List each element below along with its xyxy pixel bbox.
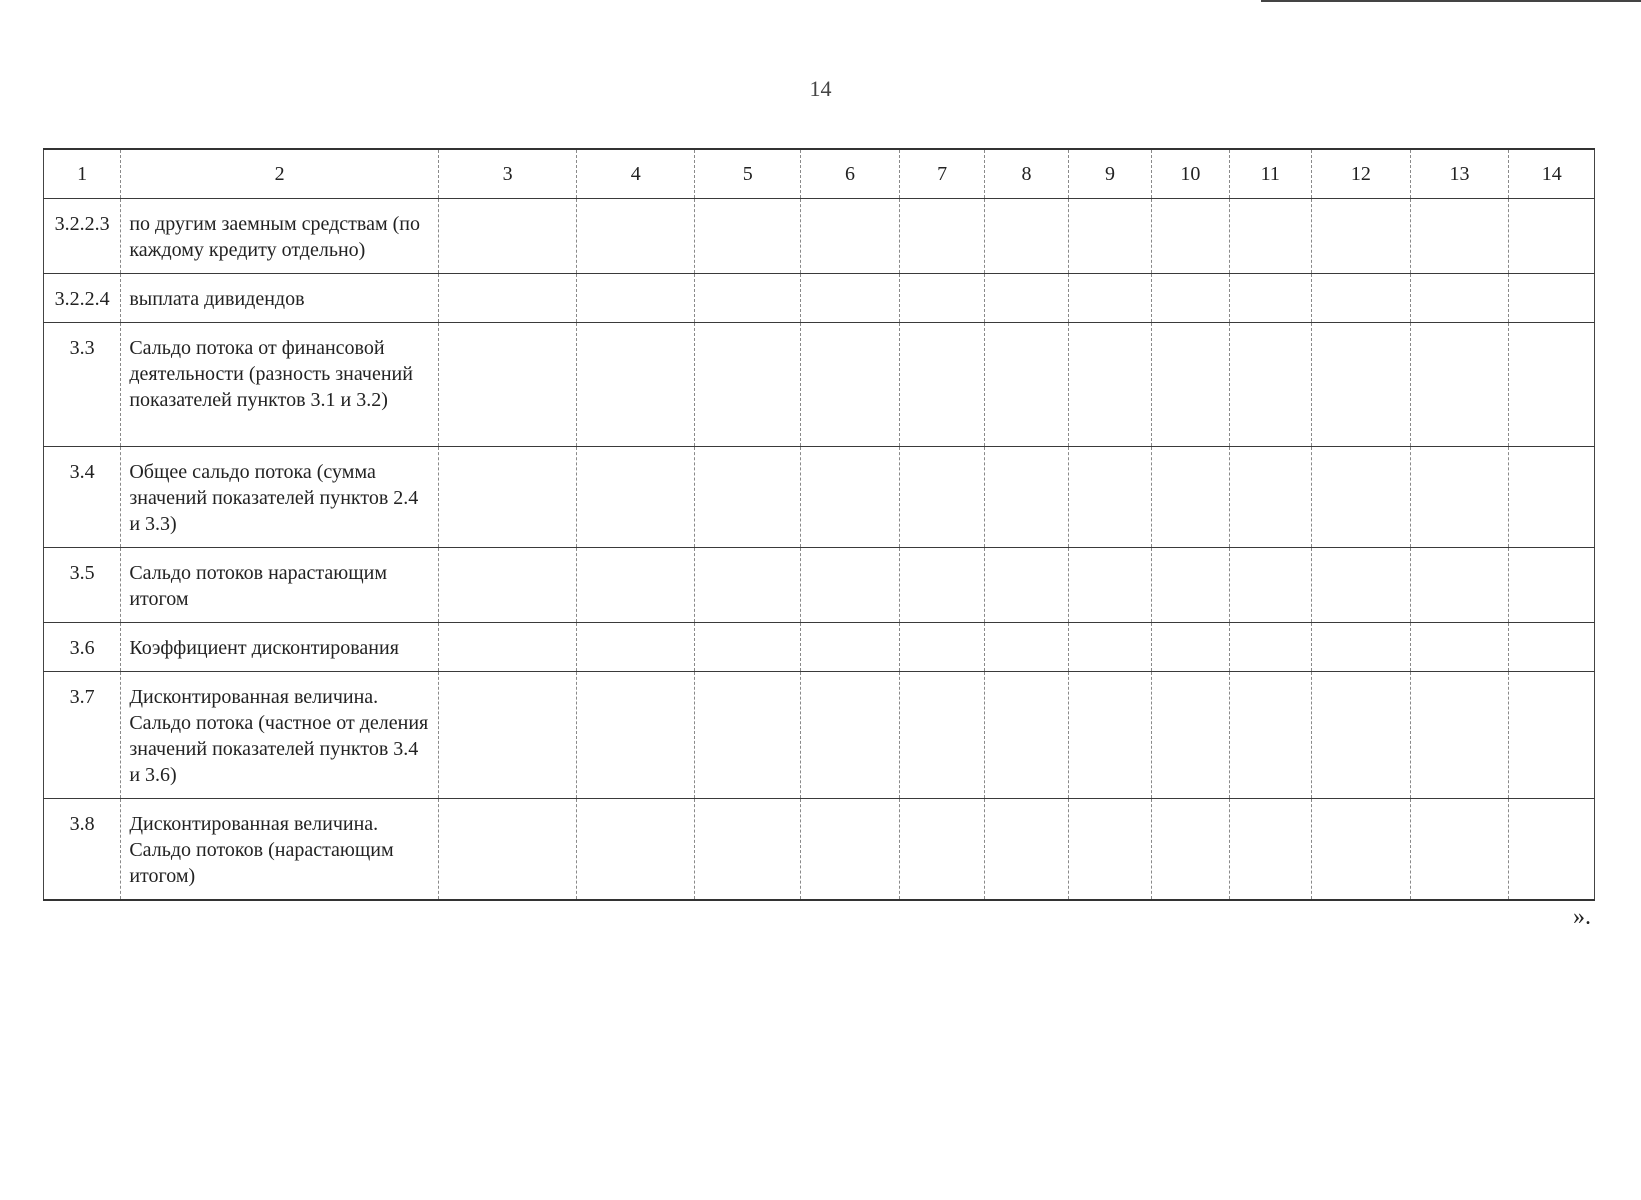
- value-cell: [577, 672, 695, 799]
- value-cell: [985, 548, 1068, 623]
- header-row: [44, 149, 1595, 199]
- value-cell: [985, 199, 1068, 274]
- value-cell: [577, 447, 695, 548]
- value-cell: [1509, 623, 1595, 672]
- row-number: 3.4: [44, 447, 121, 548]
- page-number: 14: [809, 76, 832, 101]
- closing-quote-mark: ».: [1573, 904, 1591, 930]
- value-cell: [1311, 623, 1410, 672]
- value-cell: [695, 548, 801, 623]
- column-header: 14: [1509, 149, 1595, 199]
- column-header: 9: [1068, 149, 1151, 199]
- value-cell: [1068, 548, 1151, 623]
- value-cell: [801, 447, 900, 548]
- column-header: 11: [1229, 149, 1311, 199]
- value-cell: [1311, 672, 1410, 799]
- column-header: 6: [801, 149, 900, 199]
- row-label: Сальдо потоков нарастающим итогом: [121, 548, 439, 623]
- row-label: Коэффициент дисконтирования: [121, 623, 439, 672]
- value-cell: [899, 548, 984, 623]
- value-cell: [695, 447, 801, 548]
- value-cell: [695, 623, 801, 672]
- value-cell: [1509, 548, 1595, 623]
- value-cell: [695, 799, 801, 901]
- value-cell: [801, 672, 900, 799]
- value-cell: [985, 799, 1068, 901]
- value-cell: [1229, 323, 1311, 447]
- value-cell: [577, 623, 695, 672]
- table-row: [44, 672, 1595, 799]
- value-cell: [1410, 447, 1509, 548]
- value-cell: [1311, 799, 1410, 901]
- value-cell: [695, 323, 801, 447]
- value-cell: [801, 199, 900, 274]
- value-cell: [1152, 274, 1229, 323]
- table-row: [44, 548, 1595, 623]
- row-number: 3.3: [44, 323, 121, 447]
- value-cell: [1152, 199, 1229, 274]
- value-cell: [1509, 199, 1595, 274]
- column-header: 13: [1410, 149, 1509, 199]
- value-cell: [801, 548, 900, 623]
- table-row: [44, 623, 1595, 672]
- table-row: [44, 274, 1595, 323]
- value-cell: [985, 274, 1068, 323]
- value-cell: [899, 672, 984, 799]
- value-cell: [438, 548, 576, 623]
- value-cell: [1410, 548, 1509, 623]
- value-cell: [1509, 274, 1595, 323]
- column-header: 1: [44, 149, 121, 199]
- value-cell: [899, 447, 984, 548]
- value-cell: [438, 672, 576, 799]
- value-cell: [1152, 447, 1229, 548]
- value-cell: [1509, 447, 1595, 548]
- value-cell: [1068, 274, 1151, 323]
- row-number: 3.8: [44, 799, 121, 901]
- value-cell: [438, 323, 576, 447]
- value-cell: [1311, 199, 1410, 274]
- value-cell: [801, 623, 900, 672]
- value-cell: [1410, 274, 1509, 323]
- value-cell: [1068, 799, 1151, 901]
- value-cell: [985, 623, 1068, 672]
- value-cell: [577, 274, 695, 323]
- value-cell: [695, 274, 801, 323]
- value-cell: [899, 274, 984, 323]
- value-cell: [438, 623, 576, 672]
- column-header: 3: [438, 149, 576, 199]
- value-cell: [1311, 447, 1410, 548]
- cash-flow-table: [43, 148, 1595, 901]
- column-header: 4: [577, 149, 695, 199]
- value-cell: [1311, 274, 1410, 323]
- value-cell: [1229, 623, 1311, 672]
- value-cell: [438, 274, 576, 323]
- column-header: 5: [695, 149, 801, 199]
- value-cell: [438, 447, 576, 548]
- value-cell: [1152, 623, 1229, 672]
- row-number: 3.5: [44, 548, 121, 623]
- value-cell: [801, 799, 900, 901]
- value-cell: [438, 799, 576, 901]
- row-label: выплата дивидендов: [121, 274, 439, 323]
- value-cell: [1152, 323, 1229, 447]
- column-header: 12: [1311, 149, 1410, 199]
- value-cell: [1152, 799, 1229, 901]
- value-cell: [1229, 199, 1311, 274]
- value-cell: [899, 799, 984, 901]
- value-cell: [695, 672, 801, 799]
- value-cell: [985, 447, 1068, 548]
- value-cell: [1410, 323, 1509, 447]
- row-label: Общее сальдо потока (сумма значений показателей пунктов 2.4 и 3.3): [121, 447, 439, 548]
- value-cell: [1068, 323, 1151, 447]
- value-cell: [1509, 323, 1595, 447]
- value-cell: [577, 799, 695, 901]
- value-cell: [1410, 199, 1509, 274]
- value-cell: [899, 323, 984, 447]
- value-cell: [1410, 799, 1509, 901]
- value-cell: [438, 199, 576, 274]
- value-cell: [899, 623, 984, 672]
- table-row: [44, 799, 1595, 901]
- value-cell: [577, 199, 695, 274]
- value-cell: [695, 199, 801, 274]
- value-cell: [899, 199, 984, 274]
- scan-edge-mark: [1261, 0, 1641, 2]
- column-header: 2: [121, 149, 439, 199]
- value-cell: [1152, 548, 1229, 623]
- value-cell: [1509, 672, 1595, 799]
- value-cell: [1229, 672, 1311, 799]
- value-cell: [985, 672, 1068, 799]
- row-number: 3.7: [44, 672, 121, 799]
- row-label: Сальдо потока от финансовой деятельности (разность значений показателей пунктов 3.1 и 3.2): [121, 323, 439, 447]
- row-number: 3.6: [44, 623, 121, 672]
- table-row: [44, 199, 1595, 274]
- value-cell: [1229, 548, 1311, 623]
- row-label: по другим заемным средствам (по каждому кредиту отдельно): [121, 199, 439, 274]
- value-cell: [1229, 799, 1311, 901]
- value-cell: [1410, 672, 1509, 799]
- table-row: [44, 323, 1595, 447]
- value-cell: [577, 548, 695, 623]
- value-cell: [1068, 199, 1151, 274]
- column-header: 7: [899, 149, 984, 199]
- value-cell: [1068, 623, 1151, 672]
- value-cell: [1229, 447, 1311, 548]
- table-row: [44, 447, 1595, 548]
- row-label: Дисконтированная величина. Сальдо потоков (нарастающим итогом): [121, 799, 439, 901]
- value-cell: [577, 323, 695, 447]
- value-cell: [1410, 623, 1509, 672]
- value-cell: [1068, 672, 1151, 799]
- value-cell: [1509, 799, 1595, 901]
- value-cell: [1152, 672, 1229, 799]
- value-cell: [1311, 323, 1410, 447]
- value-cell: [1229, 274, 1311, 323]
- row-label: Дисконтированная величина. Сальдо потока (частное от деления значений показателей пунктов 3.4 и 3.6): [121, 672, 439, 799]
- row-number: 3.2.2.4: [44, 274, 121, 323]
- value-cell: [985, 323, 1068, 447]
- column-header: 8: [985, 149, 1068, 199]
- value-cell: [801, 323, 900, 447]
- row-number: 3.2.2.3: [44, 199, 121, 274]
- value-cell: [1068, 447, 1151, 548]
- value-cell: [1311, 548, 1410, 623]
- value-cell: [801, 274, 900, 323]
- column-header: 10: [1152, 149, 1229, 199]
